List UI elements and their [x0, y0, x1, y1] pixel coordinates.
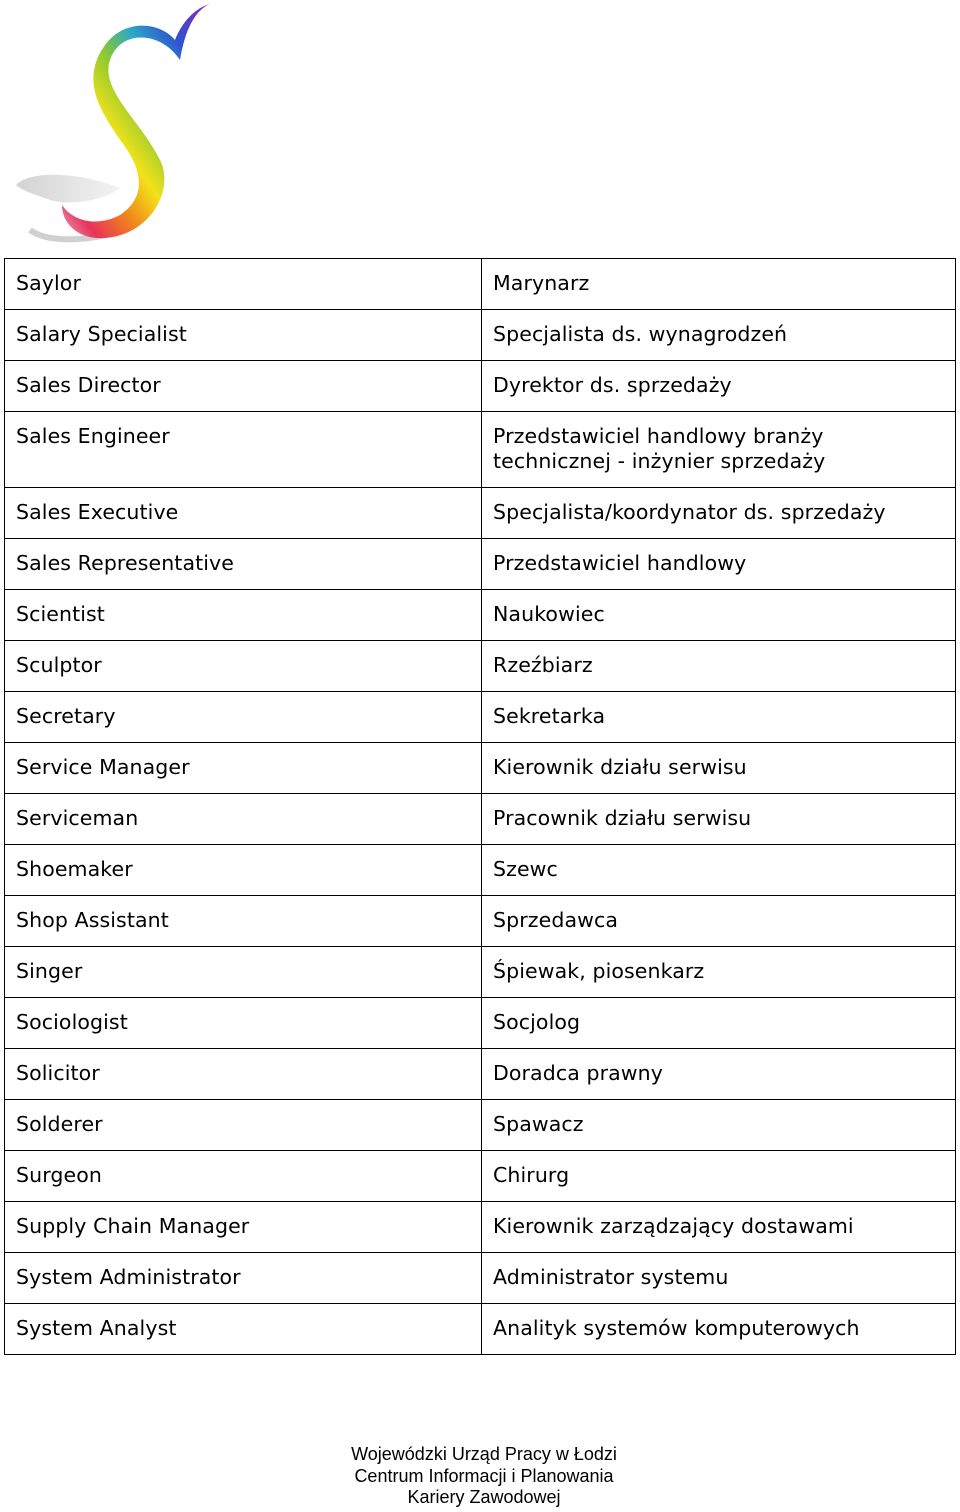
- english-title: Sales Representative: [5, 539, 482, 590]
- table-row: [5, 845, 956, 896]
- table-row: [5, 896, 956, 947]
- table-row: [5, 1100, 956, 1151]
- polish-title: Analityk systemów komputerowych: [482, 1304, 956, 1355]
- polish-title: Doradca prawny: [482, 1049, 956, 1100]
- table-row: [5, 310, 956, 361]
- table-row: [5, 488, 956, 539]
- english-title: Scientist: [5, 590, 482, 641]
- english-title: Shop Assistant: [5, 896, 482, 947]
- english-title: System Analyst: [5, 1304, 482, 1355]
- polish-title: Szewc: [482, 845, 956, 896]
- polish-title: Specjalista/koordynator ds. sprzedaży: [482, 488, 956, 539]
- polish-title: Administrator systemu: [482, 1253, 956, 1304]
- english-title: Solderer: [5, 1100, 482, 1151]
- english-title: Sales Engineer: [5, 412, 482, 488]
- english-title: Saylor: [5, 259, 482, 310]
- table-row: [5, 1202, 956, 1253]
- english-title: Salary Specialist: [5, 310, 482, 361]
- polish-title: Sekretarka: [482, 692, 956, 743]
- polish-title: Chirurg: [482, 1151, 956, 1202]
- table-row: [5, 1304, 956, 1355]
- polish-title: Marynarz: [482, 259, 956, 310]
- table-row: [5, 590, 956, 641]
- table-row: [5, 998, 956, 1049]
- table-row: [5, 1049, 956, 1100]
- english-title: Sociologist: [5, 998, 482, 1049]
- english-title: Supply Chain Manager: [5, 1202, 482, 1253]
- english-title: Service Manager: [5, 743, 482, 794]
- table-row: [5, 361, 956, 412]
- footer-line-2: Centrum Informacji i Planowania: [354, 1465, 614, 1486]
- table-row: [5, 1151, 956, 1202]
- english-title: Solicitor: [5, 1049, 482, 1100]
- table-row: [5, 692, 956, 743]
- english-title: Sales Director: [5, 361, 482, 412]
- table-row: [5, 539, 956, 590]
- table-row: [5, 259, 956, 310]
- polish-title: Rzeźbiarz: [482, 641, 956, 692]
- polish-title: Śpiewak, piosenkarz: [482, 947, 956, 998]
- table-row: [5, 743, 956, 794]
- polish-title: Specjalista ds. wynagrodzeń: [482, 310, 956, 361]
- footer: [0, 1444, 960, 1509]
- english-title: Shoemaker: [5, 845, 482, 896]
- english-title: Singer: [5, 947, 482, 998]
- footer-line-3: Kariery Zawodowej: [407, 1487, 561, 1507]
- polish-title: Kierownik działu serwisu: [482, 743, 956, 794]
- table-row: [5, 641, 956, 692]
- polish-title: Sprzedawca: [482, 896, 956, 947]
- table-row: [5, 412, 956, 488]
- polish-title: Przedstawiciel handlowy branży technicznej - inżynier sprzedaży: [482, 412, 956, 488]
- english-title: Sculptor: [5, 641, 482, 692]
- table-row: [5, 947, 956, 998]
- polish-title: Kierownik zarządzający dostawami: [482, 1202, 956, 1253]
- table-row: [5, 1253, 956, 1304]
- rainbow-s-logo-icon: [10, 0, 220, 250]
- english-title: Sales Executive: [5, 488, 482, 539]
- footer-line-1: Wojewódzki Urząd Pracy w Łodzi: [351, 1444, 617, 1464]
- english-title: Surgeon: [5, 1151, 482, 1202]
- job-titles-table: [4, 258, 956, 1355]
- polish-title: Przedstawiciel handlowy: [482, 539, 956, 590]
- table-row: [5, 794, 956, 845]
- polish-title: Pracownik działu serwisu: [482, 794, 956, 845]
- english-title: Secretary: [5, 692, 482, 743]
- english-title: Serviceman: [5, 794, 482, 845]
- polish-title: Socjolog: [482, 998, 956, 1049]
- english-title: System Administrator: [5, 1253, 482, 1304]
- polish-title: Spawacz: [482, 1100, 956, 1151]
- polish-title: Dyrektor ds. sprzedaży: [482, 361, 956, 412]
- polish-title: Naukowiec: [482, 590, 956, 641]
